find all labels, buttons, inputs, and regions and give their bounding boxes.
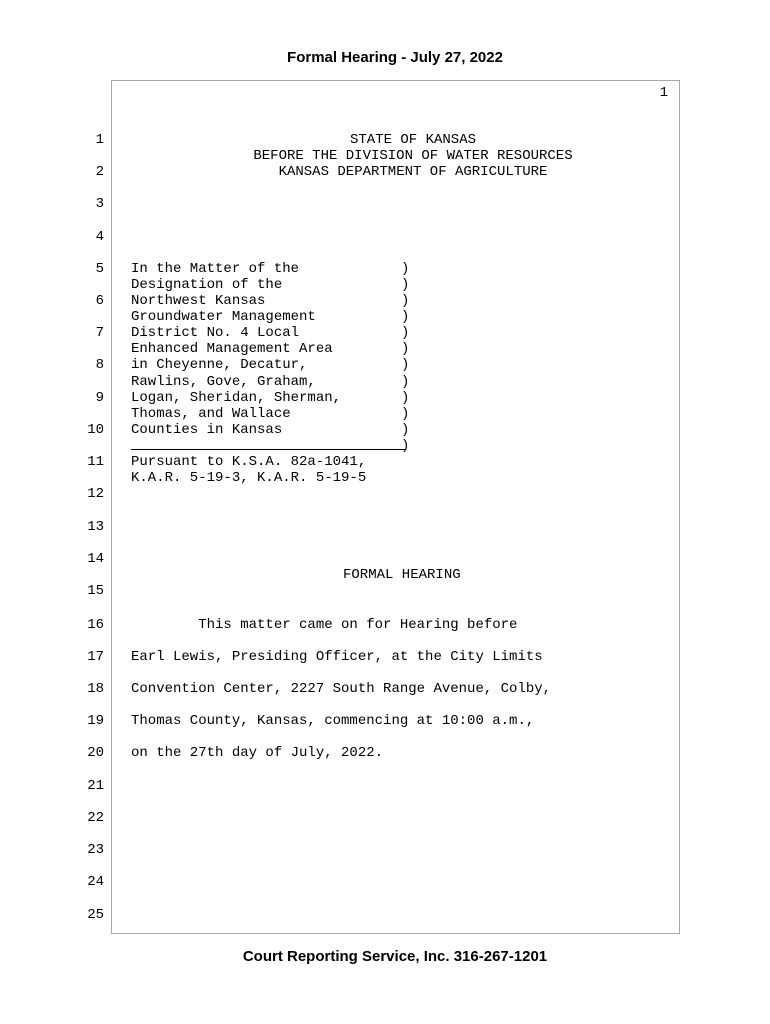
caption-paren: ) — [401, 374, 410, 390]
caption-paren: ) — [401, 293, 410, 309]
matter-line: Logan, Sheridan, Sherman, — [131, 390, 342, 406]
line-number: 10 — [87, 422, 104, 438]
matter-line: Designation of the — [131, 277, 283, 293]
line-number: 14 — [87, 551, 104, 567]
matter-line: Counties in Kansas — [131, 422, 283, 438]
matter-line: District No. 4 Local — [131, 325, 300, 341]
caption-state: STATE OF KANSAS — [349, 132, 477, 148]
caption-paren: ) — [401, 325, 410, 341]
line-number: 11 — [87, 454, 104, 470]
matter-line: Rawlins, Gove, Graham, — [131, 374, 316, 390]
caption-paren: ) — [401, 357, 410, 373]
matter-line: in Cheyenne, Decatur, — [131, 357, 308, 373]
page-number: 1 — [659, 85, 668, 101]
line-number: 23 — [87, 842, 104, 858]
body-line: Earl Lewis, Presiding Officer, at the City Limits — [131, 649, 543, 665]
hearing-title: FORMAL HEARING — [343, 567, 461, 583]
body-line: This matter came on for Hearing before — [131, 617, 518, 633]
transcript-page-frame — [111, 80, 680, 934]
matter-line: Enhanced Management Area — [131, 341, 333, 357]
line-number: 4 — [95, 229, 104, 245]
line-number: 9 — [95, 390, 104, 406]
caption-paren: ) — [401, 261, 410, 277]
line-number: 19 — [87, 713, 104, 729]
line-number: 2 — [95, 164, 104, 180]
caption-paren: ) — [401, 309, 410, 325]
pursuant-line: Pursuant to K.S.A. 82a-1041, — [131, 454, 367, 470]
line-number: 12 — [87, 486, 104, 502]
page-header-title: Formal Hearing - July 27, 2022 — [287, 49, 503, 66]
matter-line: In the Matter of the — [131, 261, 300, 277]
line-number: 1 — [95, 132, 104, 148]
line-number: 17 — [87, 649, 104, 665]
line-number: 24 — [87, 874, 104, 890]
matter-line: Thomas, and Wallace — [131, 406, 291, 422]
body-line: Thomas County, Kansas, commencing at 10:00 a.m., — [131, 713, 535, 729]
caption-department: KANSAS DEPARTMENT OF AGRICULTURE — [278, 164, 548, 180]
matter-line: Northwest Kansas — [131, 293, 266, 309]
line-number: 6 — [95, 293, 104, 309]
line-number: 20 — [87, 745, 104, 761]
line-number: 8 — [95, 357, 104, 373]
line-number: 25 — [87, 907, 104, 923]
caption-paren: ) — [401, 438, 410, 454]
caption-paren: ) — [401, 277, 410, 293]
body-line: Convention Center, 2227 South Range Avenue, Colby, — [131, 681, 552, 697]
matter-line: Groundwater Management — [131, 309, 316, 325]
line-number: 18 — [87, 681, 104, 697]
caption-paren: ) — [401, 406, 410, 422]
pursuant-line: K.A.R. 5-19-3, K.A.R. 5-19-5 — [131, 470, 367, 486]
caption-paren: ) — [401, 390, 410, 406]
line-number: 5 — [95, 261, 104, 277]
page-footer: Court Reporting Service, Inc. 316-267-1201 — [242, 948, 548, 965]
caption-paren: ) — [401, 422, 410, 438]
line-number: 3 — [95, 196, 104, 212]
caption-paren: ) — [401, 341, 410, 357]
line-number: 13 — [87, 519, 104, 535]
line-number: 16 — [87, 617, 104, 633]
line-number: 7 — [95, 325, 104, 341]
line-number: 21 — [87, 778, 104, 794]
body-line: on the 27th day of July, 2022. — [131, 745, 384, 761]
caption-underline — [131, 449, 405, 450]
line-number: 22 — [87, 810, 104, 826]
line-number: 15 — [87, 583, 104, 599]
caption-division: BEFORE THE DIVISION OF WATER RESOURCES — [253, 148, 573, 164]
